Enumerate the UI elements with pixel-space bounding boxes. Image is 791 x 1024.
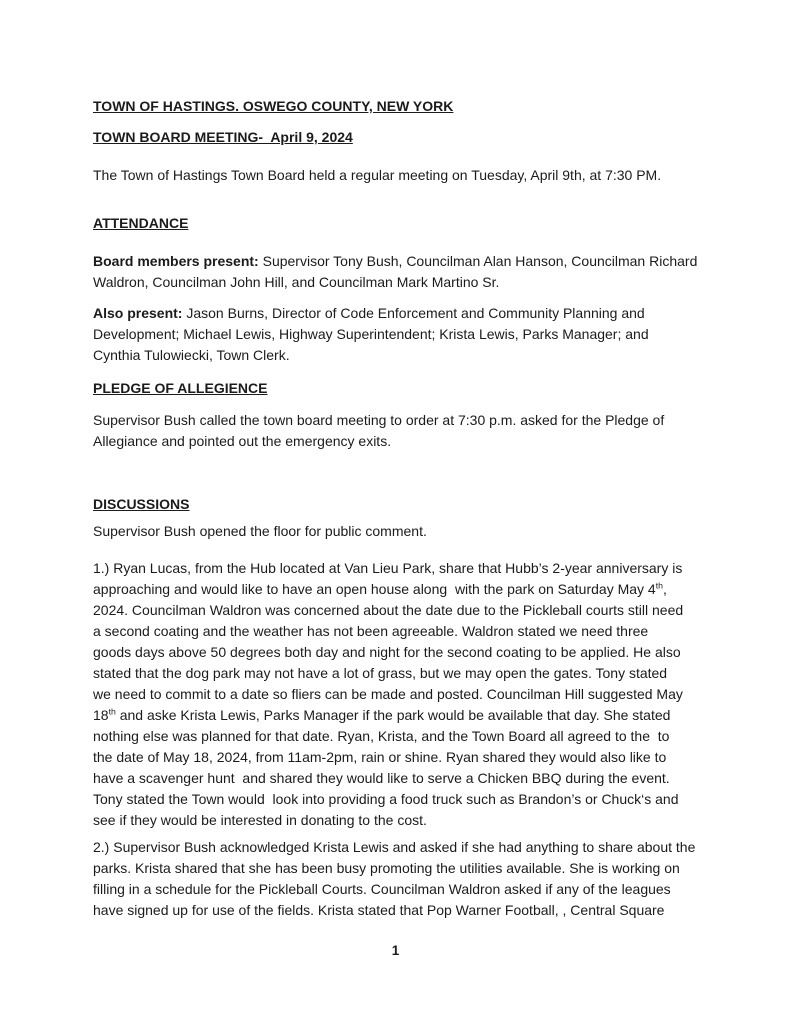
pledge-paragraph: Supervisor Bush called the town board meeting to order at 7:30 p.m. asked for the Pledge of Allegiance and pointed out the emergency exits. bbox=[93, 412, 665, 449]
document-title: TOWN OF HASTINGS. OSWEGO COUNTY, NEW YORK bbox=[93, 98, 454, 114]
board-members-paragraph: Board members present: Supervisor Tony Bush, Councilman Alan Hanson, Councilman Richard Waldron, Councilman John Hill, and Councilman Mark Martino Sr. bbox=[93, 253, 698, 290]
discussion-item-1: 1.) Ryan Lucas, from the Hub located at Van Lieu Park, share that Hubb’s 2-year anniversary is approaching and would like to have an open house along with the park on Saturday May 4th, 2024. Councilman Waldron was concerned about the date due to the Pickleball courts still need a second coating and the weather has not been agreeable. Waldron stated we need three goods days above 50 degrees both day and night for the second coating to be applied. He also stated that the dog park may not have a lot of grass, but we may open the gates. Tony stated we need to commit to a date so fliers can be made and posted. Councilman Hill suggested May 18th and aske Krista Lewis, Parks Manager if the park would be available that day. She stated nothing else was planned for that date. Ryan, Krista, and the Town Board all agreed to the to the date of May 18, 2024, from 11am-2pm, rain or shine. Ryan shared they would also like to have a scavenger hunt and shared they would like to serve a Chicken BBQ during the event. Tony stated the Town would look into providing a food truck such as Brandon’s or Chuck‘s and see if they would be interested in donating to the cost. bbox=[93, 560, 684, 828]
document-content bbox=[93, 96, 781, 921]
intro-paragraph: The Town of Hastings Town Board held a regular meeting on Tuesday, April 9th, at 7:30 PM. bbox=[93, 167, 662, 183]
discussions-heading: DISCUSSIONS bbox=[93, 496, 190, 512]
page-number: 1 bbox=[391, 943, 400, 958]
public-comment-line: Supervisor Bush opened the floor for public comment. bbox=[93, 523, 427, 539]
discussion-item-2: 2.) Supervisor Bush acknowledged Krista Lewis and asked if she had anything to share about the parks. Krista shared that she has been busy promoting the utilities available. She is working on filling in a schedule for the Pickleball Courts. Councilman Waldron asked if any of the leagues have signed up for use of the fields. Krista stated that Pop Warner Football, , Central Square bbox=[93, 839, 696, 918]
meeting-title: TOWN BOARD MEETING- April 9, 2024 bbox=[93, 129, 353, 145]
also-present-paragraph: Also present: Jason Burns, Director of Code Enforcement and Community Planning and Development; Michael Lewis, Highway Superintendent; Krista Lewis, Parks Manager; and Cynthia Tulowiecki, Town Clerk. bbox=[93, 305, 649, 363]
pledge-heading: PLEDGE OF ALLEGIENCE bbox=[93, 380, 268, 396]
attendance-heading: ATTENDANCE bbox=[93, 215, 189, 231]
